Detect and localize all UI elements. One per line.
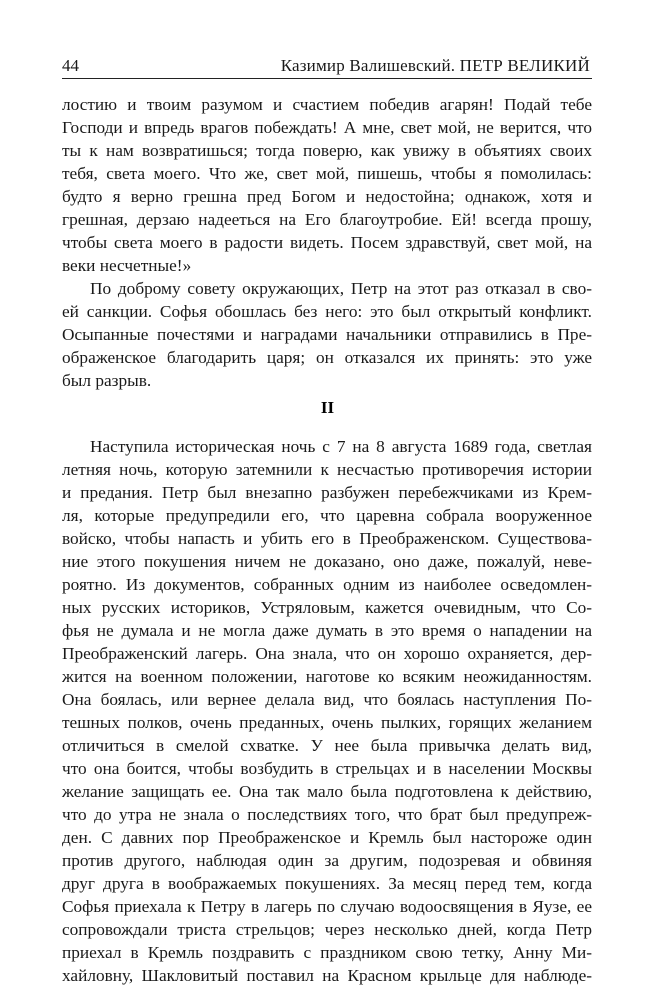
text-line: желание защищать ее. Она так мало была подготовлена к действию,: [62, 782, 592, 801]
text-line: сопровождали триста стрельцов; через несколько дней, когда Петр: [62, 920, 592, 939]
text-line: ты к нам возвратишься; тогда поверю, как увижу в объятиях своих: [62, 141, 592, 160]
section-heading: II: [320, 398, 335, 417]
text-line: жится на военном положении, наготове ко всяким неожиданностям.: [62, 667, 592, 686]
text-line: веки несчетные!»: [62, 256, 192, 275]
text-line: хайловну, Шакловитый поставил на Красном крыльце для наблюде-: [62, 966, 592, 985]
text-line: что она боится, чтобы возбудить в стрельцах и в населении Москвы: [62, 759, 592, 778]
text-line: ных русских историков, Устряловым, кажется очевидным, что Со-: [62, 598, 592, 617]
text-line: чтобы света моего в радости видеть. Посем здравствуй, свет мой, на: [62, 233, 592, 252]
text-line: против другого, наблюдая один за другим, подозревая и обвиняя: [62, 851, 592, 870]
text-line: тешных полков, очень преданных, очень пылких, горящих желанием: [62, 713, 592, 732]
text-line: Господи и впредь врагов побеждать! А мне, свет мой, не верится, что: [62, 118, 592, 137]
page-number: 44: [62, 56, 79, 75]
text-line: Преображенский лагерь. Она знала, что он хорошо охраняется, дер-: [62, 644, 592, 663]
text-line: роятно. Из документов, собранных одним из наиболее осведомлен-: [62, 575, 592, 594]
page-header: [62, 52, 592, 79]
text-line: Софья приехала к Петру в лагерь по случаю водоосвящения в Яузе, ее: [62, 897, 592, 916]
text-line: будто я верно грешна пред Богом и недостойна; однакож, хотя и: [62, 187, 592, 206]
text-line: летняя ночь, которую затемнили к несчастью противоречия истории: [62, 460, 592, 479]
text-line: тебя, света моего. Что же, свет мой, пишешь, чтобы я помолилась:: [62, 164, 592, 183]
text-line: Осыпанные почестями и наградами начальники отправились в Пре-: [62, 325, 592, 344]
text-line: ей санкции. Софья обошлась без него: это был открытый конфликт.: [62, 302, 592, 321]
text-line: ображенское благодарить царя; он отказался их принять: это уже: [62, 348, 592, 367]
text-line: приехал в Кремль поздравить с праздником свою тетку, Анну Ми-: [62, 943, 592, 962]
running-title: Казимир Валишевский. ПЕТР ВЕЛИКИЙ: [280, 56, 590, 75]
text-line: и предания. Петр был внезапно разбужен перебежчиками из Крем-: [62, 483, 592, 502]
text-line: грешная, дерзаю надееться на Его благоутробие. Ей! всегда прошу,: [62, 210, 592, 229]
text-line: ние этого покушения ничем не доказано, оно даже, пожалуй, неве-: [62, 552, 592, 571]
paragraph-first-line: Наступила историческая ночь с 7 на 8 августа 1689 года, светлая: [90, 437, 592, 456]
text-line: отличиться в смелой схватке. У нее была привычка делать вид,: [62, 736, 592, 755]
text-line: фья не думала и не могла даже думать в это время о нападении на: [62, 621, 592, 640]
text-line: был разрыв.: [62, 371, 152, 390]
text-line: войско, чтобы напасть и убить его в Преображенском. Существова-: [62, 529, 592, 548]
text-line: лостию и твоим разумом и счастием победив агарян! Подай тебе: [62, 95, 592, 114]
text-line: друг друга в воображаемых покушениях. За месяц перед тем, когда: [62, 874, 592, 893]
text-line: Она боялась, или вернее делала вид, что боялась наступления По-: [62, 690, 592, 709]
text-line: что до утра не знала о последствиях того, что брат был предупреж-: [62, 805, 592, 824]
paragraph-first-line: По доброму совету окружающих, Петр на этот раз отказал в сво-: [90, 279, 592, 298]
text-line: ден. С давних пор Преображенское и Кремль был настороже один: [62, 828, 592, 847]
text-line: ля, которые предупредили его, что царевна собрала вооруженное: [62, 506, 592, 525]
